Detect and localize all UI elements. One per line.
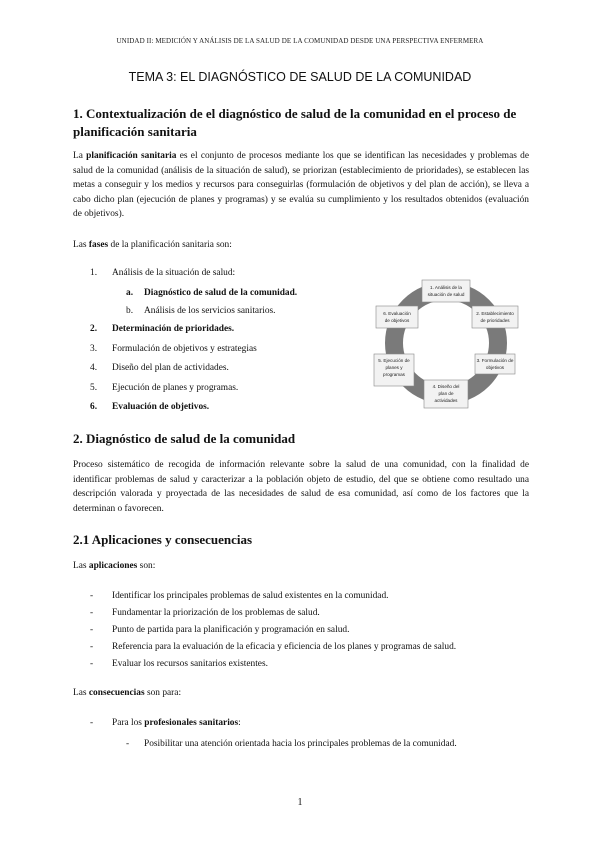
- list-dash: -: [90, 642, 94, 652]
- bold-term: fases: [88, 240, 109, 250]
- application-item: [90, 590, 388, 603]
- list-label: Análisis de la situación de salud:: [112, 268, 236, 278]
- consequences-intro: [73, 687, 181, 700]
- phase-item-2: [90, 323, 234, 336]
- list-dash: -: [90, 625, 94, 635]
- list-dash: -: [90, 659, 94, 669]
- applications-intro: [73, 560, 155, 573]
- cycle-label: 1. Análisis de la: [430, 285, 462, 290]
- cycle-label: 5. Ejecución de: [378, 358, 410, 363]
- page-title: TEMA 3: EL DIAGNÓSTICO DE SALUD DE LA COMUNIDAD: [128, 70, 472, 84]
- phase-item-4: [90, 362, 229, 375]
- cycle-box-6: [376, 306, 418, 328]
- list-number: a.: [126, 288, 134, 298]
- list-label: Diagnóstico de salud de la comunidad.: [144, 288, 298, 298]
- list-label: Evaluar los recursos sanitarios existentes.: [112, 659, 268, 669]
- section1-heading-line2: planificación sanitaria: [73, 124, 197, 139]
- application-item: [90, 641, 456, 654]
- text-run: Las: [73, 240, 89, 250]
- section1-heading-line1: 1. Contextualización de el diagnóstico de salud de la comunidad en el proceso de: [73, 106, 517, 121]
- section21-heading: 2.1 Aplicaciones y consecuencias: [73, 532, 253, 547]
- phase-item-3: [90, 343, 257, 356]
- list-label: Formulación de objetivos y estrategias: [112, 344, 257, 354]
- text-run: Para los: [112, 718, 145, 728]
- list-label: Análisis de los servicios sanitarios.: [144, 306, 276, 316]
- list-number: 5.: [90, 383, 98, 393]
- cycle-box-3: [475, 354, 515, 374]
- list-label: Fundamentar la priorización de los problemas de salud.: [112, 608, 320, 618]
- consequence-item: [90, 717, 241, 730]
- list-label: Diseño del plan de actividades.: [112, 363, 229, 373]
- text-run: son para:: [144, 688, 182, 698]
- cycle-label: de prioridades: [480, 318, 510, 323]
- phase-item-1b: [126, 305, 276, 318]
- cycle-box-2: [472, 306, 518, 328]
- list-label: Punto de partida para la planificación y programación en salud.: [112, 625, 350, 635]
- text-run: es el conjunto de procesos mediante los que se identifican las necesidades y problemas de salud de la comunidad (análisis de la situación de salud), se priorizan (establecimiento de prioridades), se establecen las metas a conseguir y los medios y recursos para conseguirlas (formulación de objetivos y del plan de acción), se lleva a cabo dicho plan (ejecución de planes y programas) y se evalúa su cumplimiento y los resultados obtenidos (evaluación de objetivos).: [73, 151, 530, 220]
- text-run: Las: [73, 688, 89, 698]
- planning-definition-paragraph: [73, 149, 529, 222]
- consequence-subitem: [126, 738, 457, 751]
- phase-item-5: [90, 382, 238, 395]
- cycle-label: 6. Evaluación: [383, 311, 411, 316]
- cycle-label: de objetivos: [384, 318, 410, 323]
- cycle-label: 4. Diseño del: [432, 384, 460, 389]
- list-label: Identificar los principales problemas de salud existentes en la comunidad.: [112, 591, 389, 601]
- cycle-label: situación de salud: [427, 292, 465, 297]
- text-run: son:: [137, 561, 156, 571]
- text-run: :: [238, 718, 241, 728]
- list-number: 2.: [90, 324, 98, 334]
- application-item: [90, 624, 349, 637]
- phase-item-1: [90, 267, 235, 280]
- text-run: La: [73, 151, 87, 161]
- list-number: 3.: [90, 344, 98, 354]
- application-item: [90, 658, 268, 671]
- cycle-label: programas: [383, 372, 405, 377]
- cycle-label: 3. Formulación de: [476, 358, 514, 363]
- list-label: Referencia para la evaluación de la eficacia y eficiencia de los planes y programas de salud.: [112, 642, 457, 652]
- cycle-label: 2. Establecimiento: [476, 311, 514, 316]
- list-label: Posibilitar una atención orientada hacia los principales problemas de la comunidad.: [144, 739, 457, 749]
- bold-term: aplicaciones: [88, 561, 138, 571]
- phase-item-6: [90, 401, 209, 414]
- cycle-label: objetivos: [485, 365, 505, 370]
- cycle-label: plan de: [438, 391, 454, 396]
- list-dash: -: [90, 591, 94, 601]
- text-run: de la planificación sanitaria son:: [108, 240, 232, 250]
- cycle-box-1: [422, 280, 470, 302]
- section2-heading: 2. Diagnóstico de salud de la comunidad: [73, 431, 296, 446]
- list-label: Ejecución de planes y programas.: [112, 383, 239, 393]
- running-header: UNIDAD II: MEDICIÓN Y ANÁLISIS DE LA SALUD DE LA COMUNIDAD DESDE UNA PERSPECTIVA ENFERMERA: [116, 37, 484, 45]
- bold-term: profesionales sanitarios: [144, 718, 239, 728]
- diagnosis-definition-paragraph: Proceso sistemático de recogida de información relevante sobre la salud de una comunidad, con la finalidad de identificar problemas de salud y caracterizar a la población objeto de estudio, del que se obtiene como resultado una descripción valorada y proyectada de las necesidades de salud de esa comunidad, así como de los factores que la determinan o favorecen.: [73, 460, 529, 514]
- phase-item-1a: [126, 287, 297, 300]
- application-item: [90, 607, 320, 620]
- list-number: 6.: [90, 402, 98, 412]
- cycle-label: actividades: [434, 398, 458, 403]
- planning-cycle-diagram: [372, 276, 520, 410]
- page-number: 1: [297, 797, 303, 808]
- list-number: 4.: [90, 363, 98, 373]
- bold-term: consecuencias: [88, 688, 145, 698]
- list-dash: -: [90, 718, 94, 728]
- text-run: Las: [73, 561, 89, 571]
- list-label: Determinación de prioridades.: [112, 324, 235, 334]
- list-dash: -: [90, 608, 94, 618]
- phases-intro-paragraph: [73, 238, 529, 253]
- list-dash: -: [126, 739, 130, 749]
- list-number: 1.: [90, 268, 98, 278]
- bold-term: planificación sanitaria: [86, 151, 177, 161]
- list-number: b.: [126, 306, 134, 316]
- cycle-label: planes y: [385, 365, 403, 370]
- list-label: Evaluación de objetivos.: [112, 402, 210, 412]
- section1-heading: [73, 105, 533, 141]
